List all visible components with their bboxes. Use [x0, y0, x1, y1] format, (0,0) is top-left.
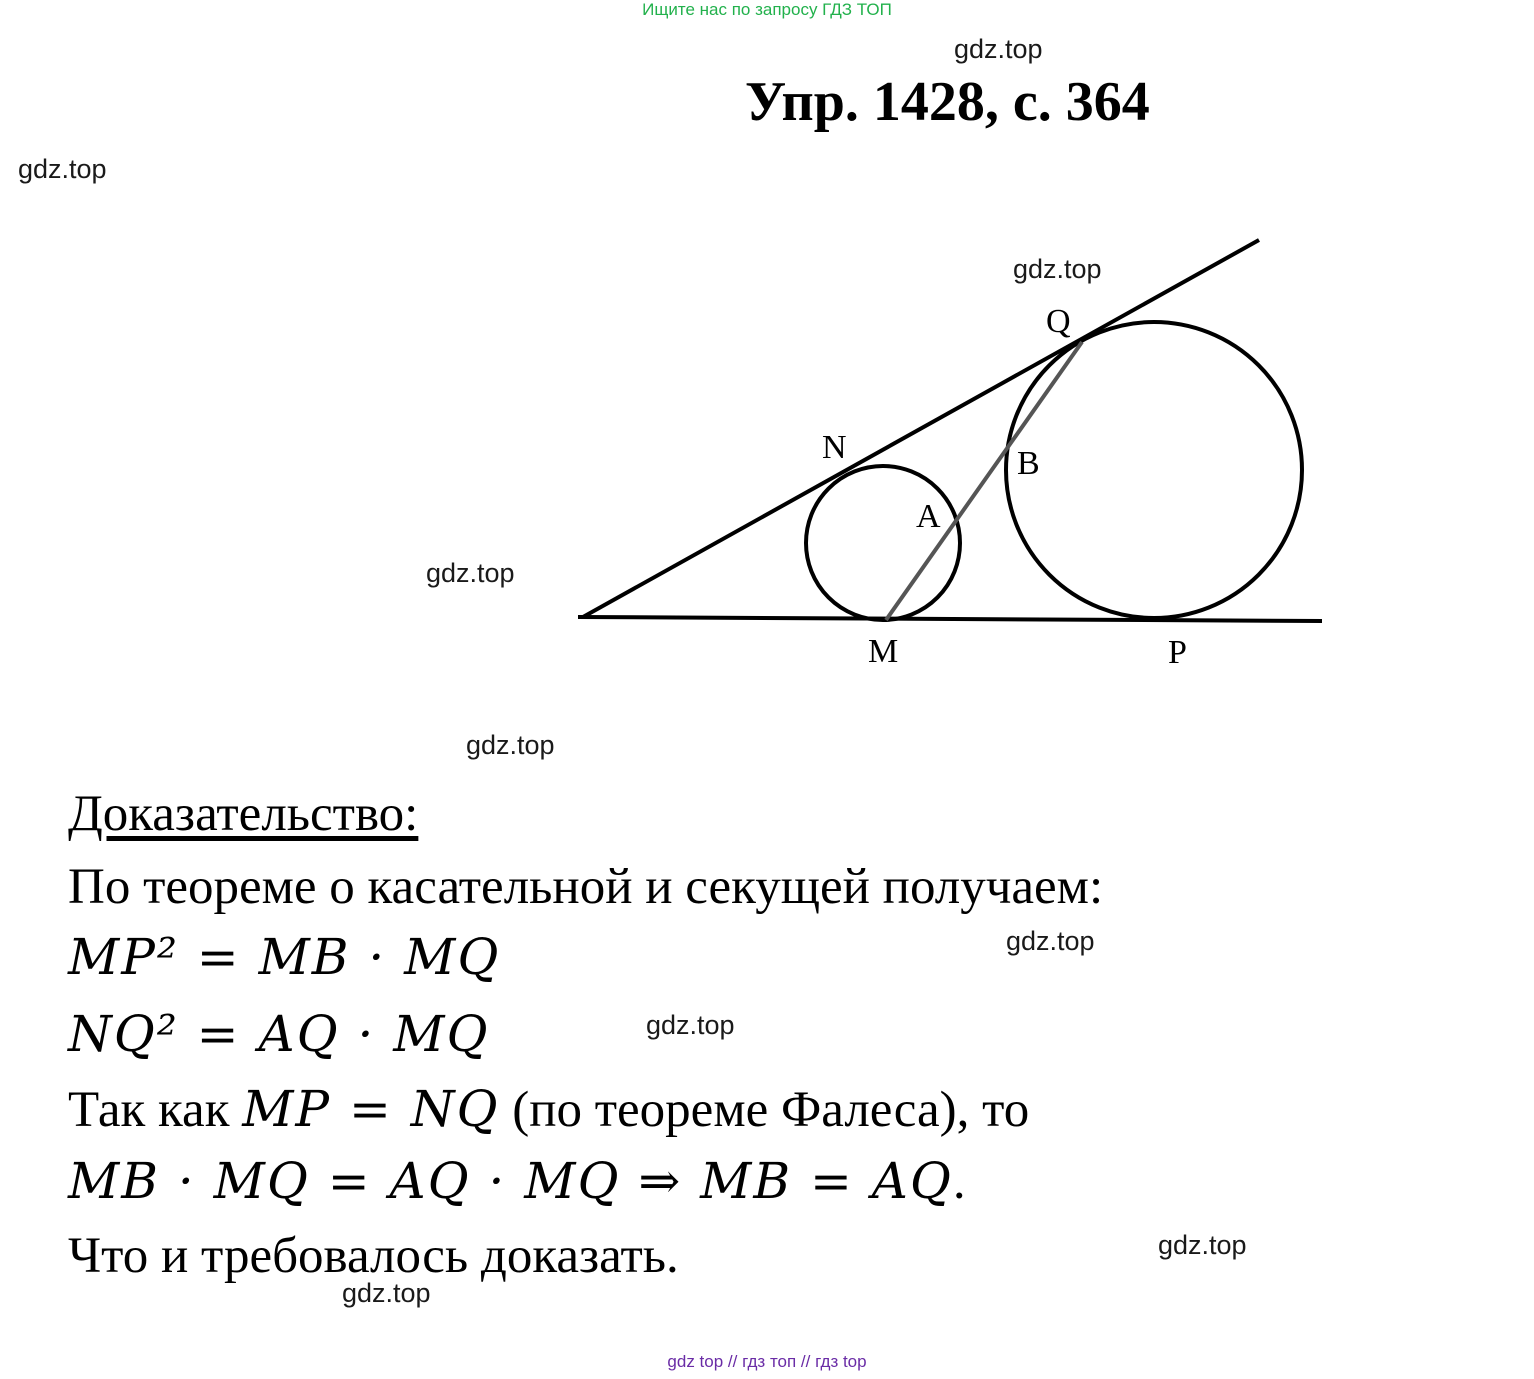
- point-label-a: A: [916, 498, 941, 535]
- period: .: [952, 1154, 966, 1210]
- text-segment: Так как: [68, 1082, 243, 1138]
- point-label-m: M: [868, 633, 899, 670]
- equation-mb-aq: MB · MQ = AQ · MQ ⇒ MB = AQ: [68, 1152, 953, 1210]
- watermark: gdz.top: [466, 730, 555, 760]
- watermark: gdz.top: [1006, 926, 1095, 956]
- large-circle: [1006, 322, 1302, 618]
- watermark: gdz.top: [1013, 254, 1102, 284]
- proof-conclusion: Что и требовалось доказать.: [68, 1228, 679, 1284]
- proof-heading: Доказательство:: [68, 786, 419, 842]
- upper-tangent-line: [583, 240, 1259, 617]
- watermark: gdz.top: [1158, 1230, 1247, 1260]
- watermark: gdz.top: [426, 558, 515, 588]
- point-label-p: P: [1168, 634, 1187, 671]
- small-circle: [806, 466, 960, 620]
- point-label-q: Q: [1046, 303, 1071, 340]
- watermark: gdz.top: [342, 1278, 431, 1308]
- watermark: gdz.top: [646, 1010, 735, 1040]
- equation-mp-squared: MP² = MB · MQ: [68, 928, 501, 986]
- equation-mp-nq: MP = NQ: [242, 1080, 500, 1138]
- point-label-n: N: [822, 429, 847, 466]
- watermark: gdz.top: [954, 34, 1043, 64]
- proof-line-theorem: По теореме о касательной и секущей получаем:: [68, 859, 1104, 915]
- watermark: gdz.top: [18, 154, 107, 184]
- equation-nq-squared: NQ² = AQ · MQ: [68, 1005, 490, 1063]
- proof-line-thales: [68, 1080, 1029, 1139]
- exercise-title: Упр. 1428, с. 364: [745, 71, 1150, 133]
- equation-result: [68, 1152, 966, 1211]
- point-label-b: B: [1017, 445, 1040, 482]
- text-segment: (по теореме Фалеса), то: [499, 1082, 1030, 1138]
- top-banner: Ищите нас по запросу ГДЗ ТОП: [642, 0, 892, 19]
- footer-watermark: gdz top // гдз топ // гдз top: [667, 1352, 867, 1371]
- lower-tangent-line: [578, 617, 1322, 621]
